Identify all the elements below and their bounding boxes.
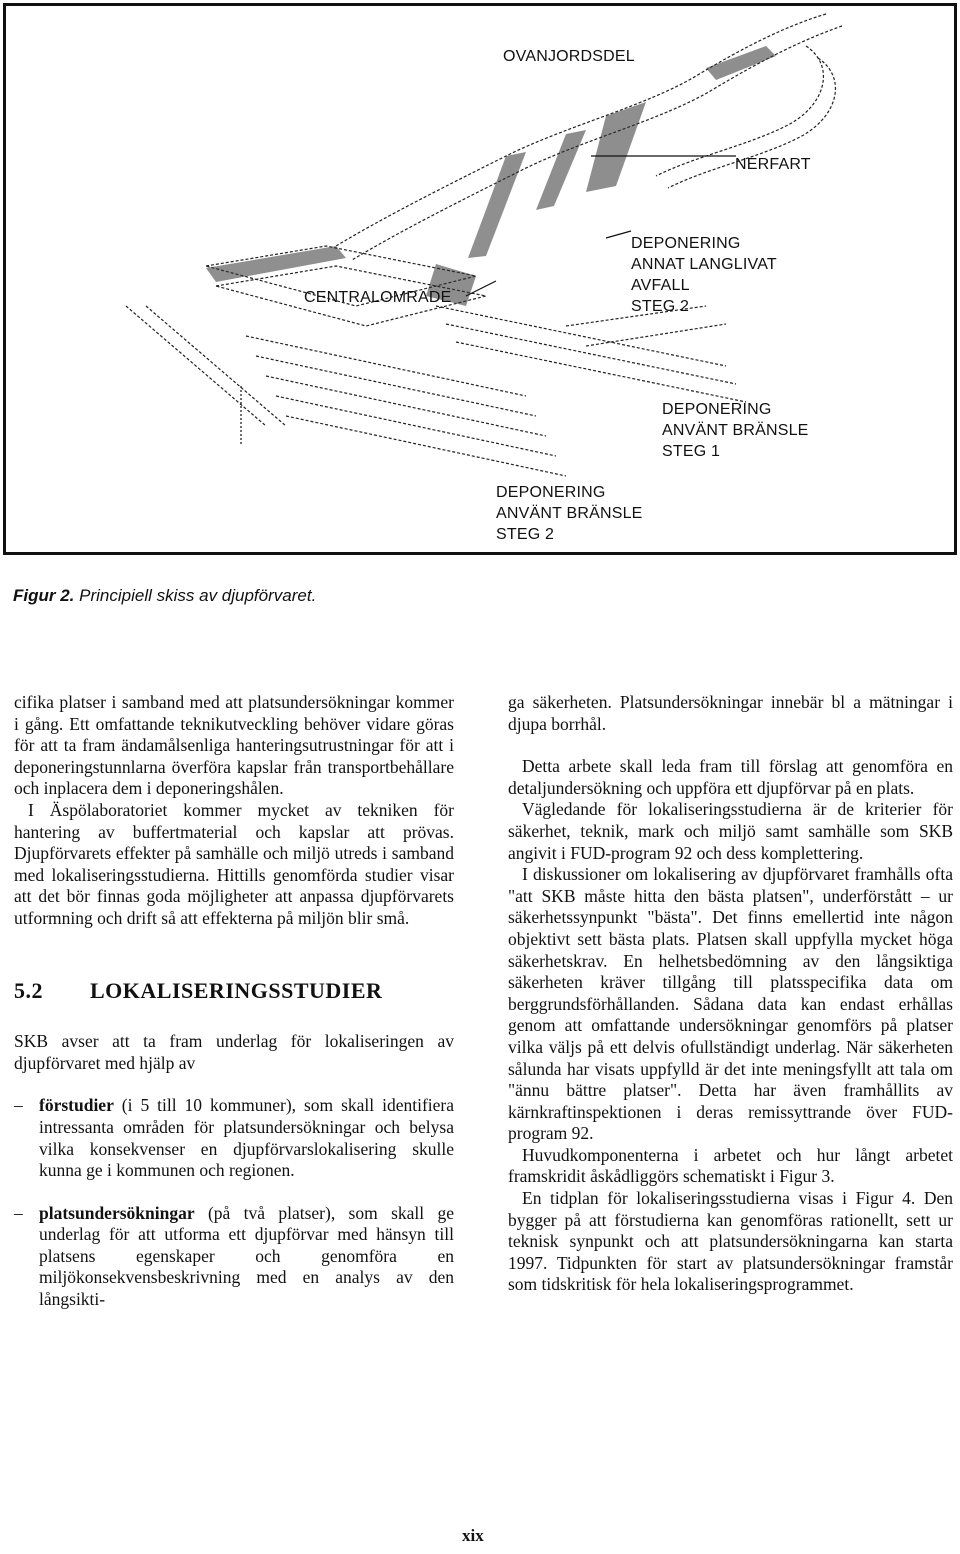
label-deponering-annat (631, 233, 777, 317)
label-line: ANNAT LANGLIVAT (631, 256, 777, 273)
paragraph: Detta arbete skall leda fram till förslag att genomföra en detaljundersökning och uppföra ett djupförvar på en plats. (508, 756, 953, 798)
label-line: ANVÄNT BRÄNSLE (662, 422, 809, 439)
caption-text: Principiell skiss av djupförvaret. (79, 586, 317, 605)
label-line: DEPONERING (496, 484, 606, 501)
paragraph: Huvudkomponenterna i arbetet och hur långt arbetet framskridit åskådliggörs schematiskt i Figur 3. (508, 1144, 953, 1187)
label-deponering-steg2 (496, 482, 643, 545)
left-column (14, 692, 454, 1311)
label-deponering-steg1 (662, 399, 809, 462)
label-line: STEG 1 (662, 443, 721, 460)
paragraph: Vägledande för lokaliseringsstudierna är de kriterier för säkerhet, teknik, mark och miljö samt samhälle som SKB angivit i FUD-program 92 och dess komplettering. (508, 799, 953, 863)
label-line: ANVÄNT BRÄNSLE (496, 505, 643, 522)
paragraph: I diskussioner om lokalisering av djupförvaret framhålls ofta "att SKB måste hitta den bästa platsen", underförstått – ur säkerhetssynpunkt "bästa". Det finns emellertid inte någon objektivt sett bästa plats. Platsen skall uppfylla mycket höga säkerhetskrav. En helhetsbedömning av den långsiktiga säkerheten kräver tillgång till platsspecifika data om berggrundsförhållanden. Sådana data kan endast erhållas genom att omfattande undersökningar genomförs på platser vilka väljs på ett delvis ofullständigt underlag. När säkerheten sålunda har visats uppfylld är det inte meningsfyllt att tala om "ännu bättre platser". Detta har även framhållits av kärnkraftinspektionen i deras remissyttrande över FUD-program 92. (508, 864, 953, 1144)
paragraph: I Äspölaboratoriet kommer mycket av tekniken för hantering av buffertmaterial och kapslar att prövas. Djupförvarets effekter på samhälle och miljö utreds i samband med lokaliseringsstudierna. Hittills genomförda studier visar att det bör finnas goda möjligheter att anpassa djupförvarets utformning och drift så att effekterna på miljön blir små. (14, 799, 454, 928)
label-line: DEPONERING (631, 235, 741, 252)
right-column (508, 692, 953, 1296)
label-nerfart: NERFART (735, 156, 811, 173)
section-title: LOKALISERINGSSTUDIER (90, 977, 383, 1003)
label-line: AVFALL (631, 277, 690, 294)
bullet-dash: – (14, 1202, 23, 1223)
list-item (14, 1203, 454, 1311)
section-number: 5.2 (14, 977, 43, 1003)
bullet-term: förstudier (39, 1095, 114, 1116)
label-line: STEG 2 (496, 526, 555, 543)
label-centralomrade: CENTRALOMRADE (304, 289, 452, 306)
label-line: DEPONERING (662, 401, 772, 418)
paragraph: SKB avser att ta fram underlag för lokaliseringen av djupförvaret med hjälp av (14, 1031, 454, 1073)
label-ovanjordsdel: OVANJORDSDEL (503, 48, 635, 65)
page-number: xix (462, 1526, 484, 1545)
bullet-term: platsundersökningar (39, 1202, 195, 1223)
repository-sketch (6, 6, 954, 552)
paragraph: cifika platser i samband med att platsundersökningar kommer i gång. Ett omfattande teknikutveckling behöver vidare göras för att ta fram ändamålsenliga hanteringsutrustningar för att i deponeringstunnlarna överföra kapslar från transportbehållare och inplacera dem i deponeringshålen. (14, 692, 454, 799)
caption-label: Figur 2. (13, 586, 75, 605)
paragraph: En tidplan för lokaliseringsstudierna visas i Figur 4. Den bygger på att förstudierna kan genomföras rationellt, sett ur teknisk synpunkt och att platsundersökningarna kan starta 1997. Tidpunkten för start av platsundersökningar framstår som tidskritisk för hela lokaliseringsprogrammet. (508, 1188, 953, 1295)
paragraph: ga säkerheten. Platsundersökningar innebär bl a mätningar i djupa borrhål. (508, 692, 953, 734)
label-line: STEG 2 (631, 298, 690, 315)
figure-caption (13, 586, 316, 606)
section-heading (14, 977, 454, 1003)
bullet-dash: – (14, 1095, 23, 1116)
bullet-text: (i 5 till 10 kommuner), som skall identifiera intressanta områden för platsundersökningar och belysa vilka konsekvenser en djupförvarslokalisering skulle kunna ge i kommunen och regionen. (39, 1095, 454, 1181)
bullet-text: (på två platser), som skall ge underlag för att utforma ett djupförvar med hänsyn till platsens egenskaper och genomföra en miljökonsekvensbeskrivning med en analys av den långsikti- (39, 1202, 454, 1310)
list-item (14, 1095, 454, 1181)
figure-frame (3, 3, 957, 555)
